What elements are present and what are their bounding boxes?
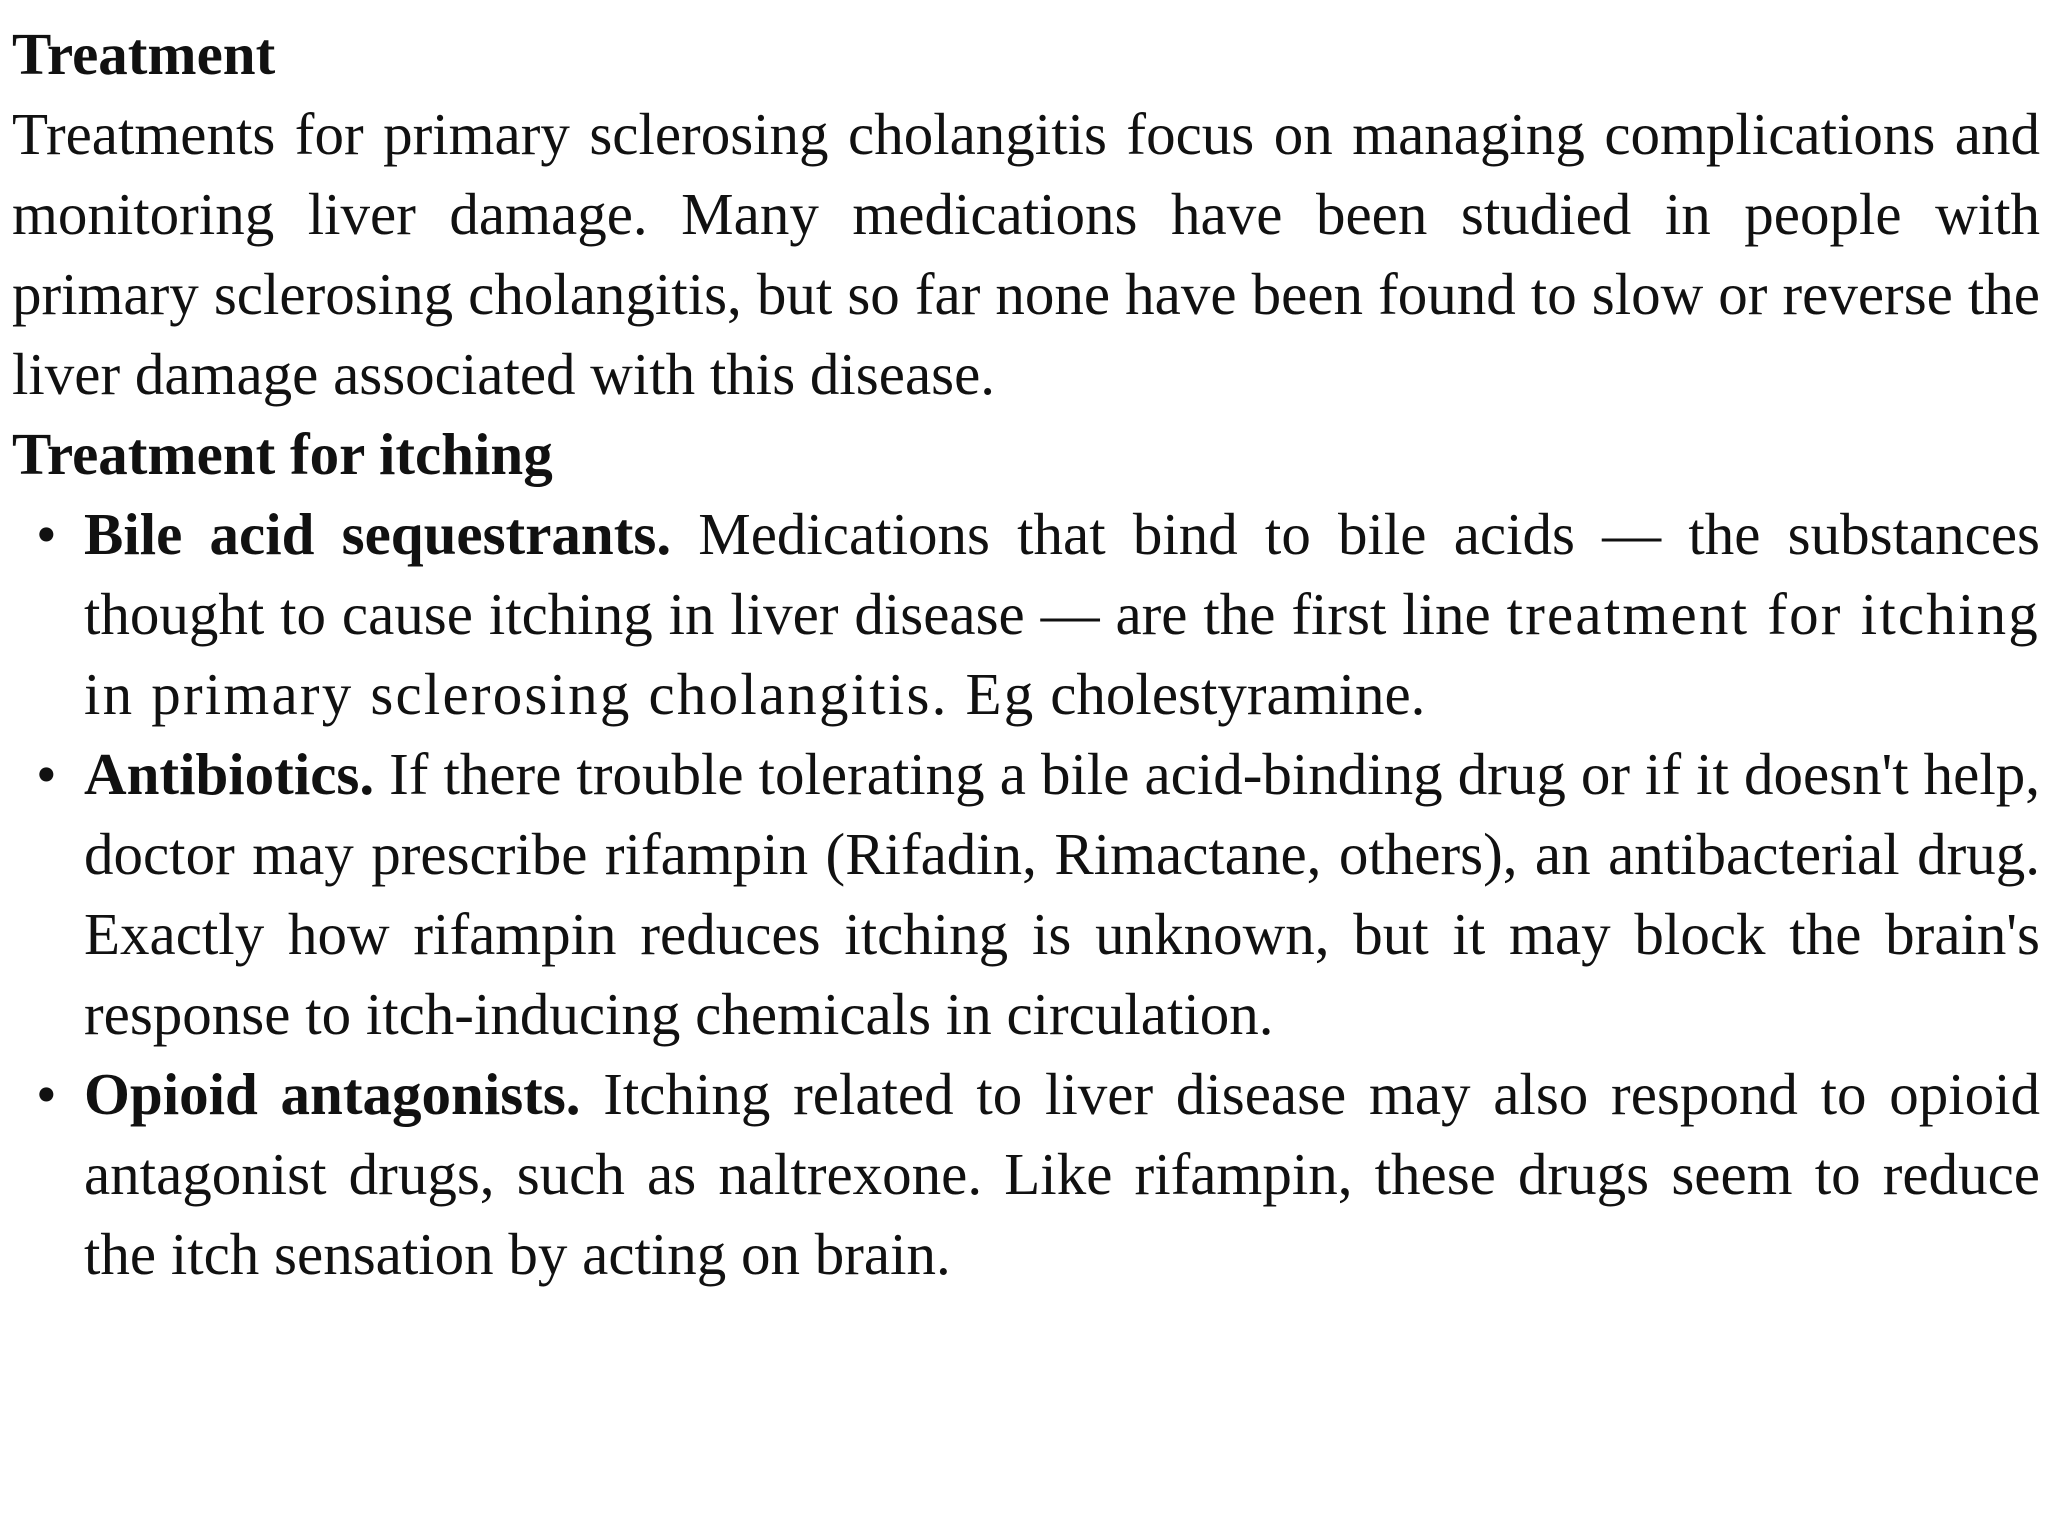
bullet-icon: • (36, 501, 57, 567)
list-item-opioid-antagonists (12, 1054, 2040, 1294)
list-item-antibiotics (12, 734, 2040, 1054)
bullet-icon: • (36, 1061, 57, 1127)
list-item-bile-acid-sequestrants (12, 494, 2040, 734)
treatment-heading: Treatment (12, 21, 276, 87)
itching-treatment-list (12, 494, 2040, 1294)
treatment-paragraph: Treatments for primary sclerosing cholangitis focus on managing complications and monitoring liver damage. Many medications have been studied in people with primary sclerosing cholangitis, but so far none have been found to slow or reverse the liver damage associated with this disease. (12, 101, 2040, 407)
item-term: Antibiotics. (84, 741, 375, 807)
item-text-end: cholestyramine. (1035, 661, 1426, 727)
bullet-icon: • (36, 741, 57, 807)
item-text: Itching related to liver disease may also respond to opioid antagonist drugs, such as naltrexone. Like rifampin, these drugs seem to reduce the itch sensation by acting on brain. (84, 1061, 2040, 1287)
item-text-spaced: treatment for itching in primary sclerosing cholangitis. Eg (84, 581, 2041, 727)
item-text: Medications that bind to bile acids — the substances thought to cause itching in liver disease — are the first line (84, 501, 2040, 647)
itching-heading: Treatment for itching (12, 421, 553, 487)
item-text: If there trouble tolerating a bile acid-binding drug or if it doesn't help, doctor may prescribe rifampin (Rifadin, Rimactane, others), an antibacterial drug. Exactly how rifampin reduces itching is unknown, but it may block the brain's response to itch-inducing chemicals in circulation. (84, 741, 2040, 1047)
item-term: Opioid antagonists. (84, 1061, 581, 1127)
item-term: Bile acid sequestrants. (84, 501, 672, 567)
document-content (12, 14, 2040, 1294)
